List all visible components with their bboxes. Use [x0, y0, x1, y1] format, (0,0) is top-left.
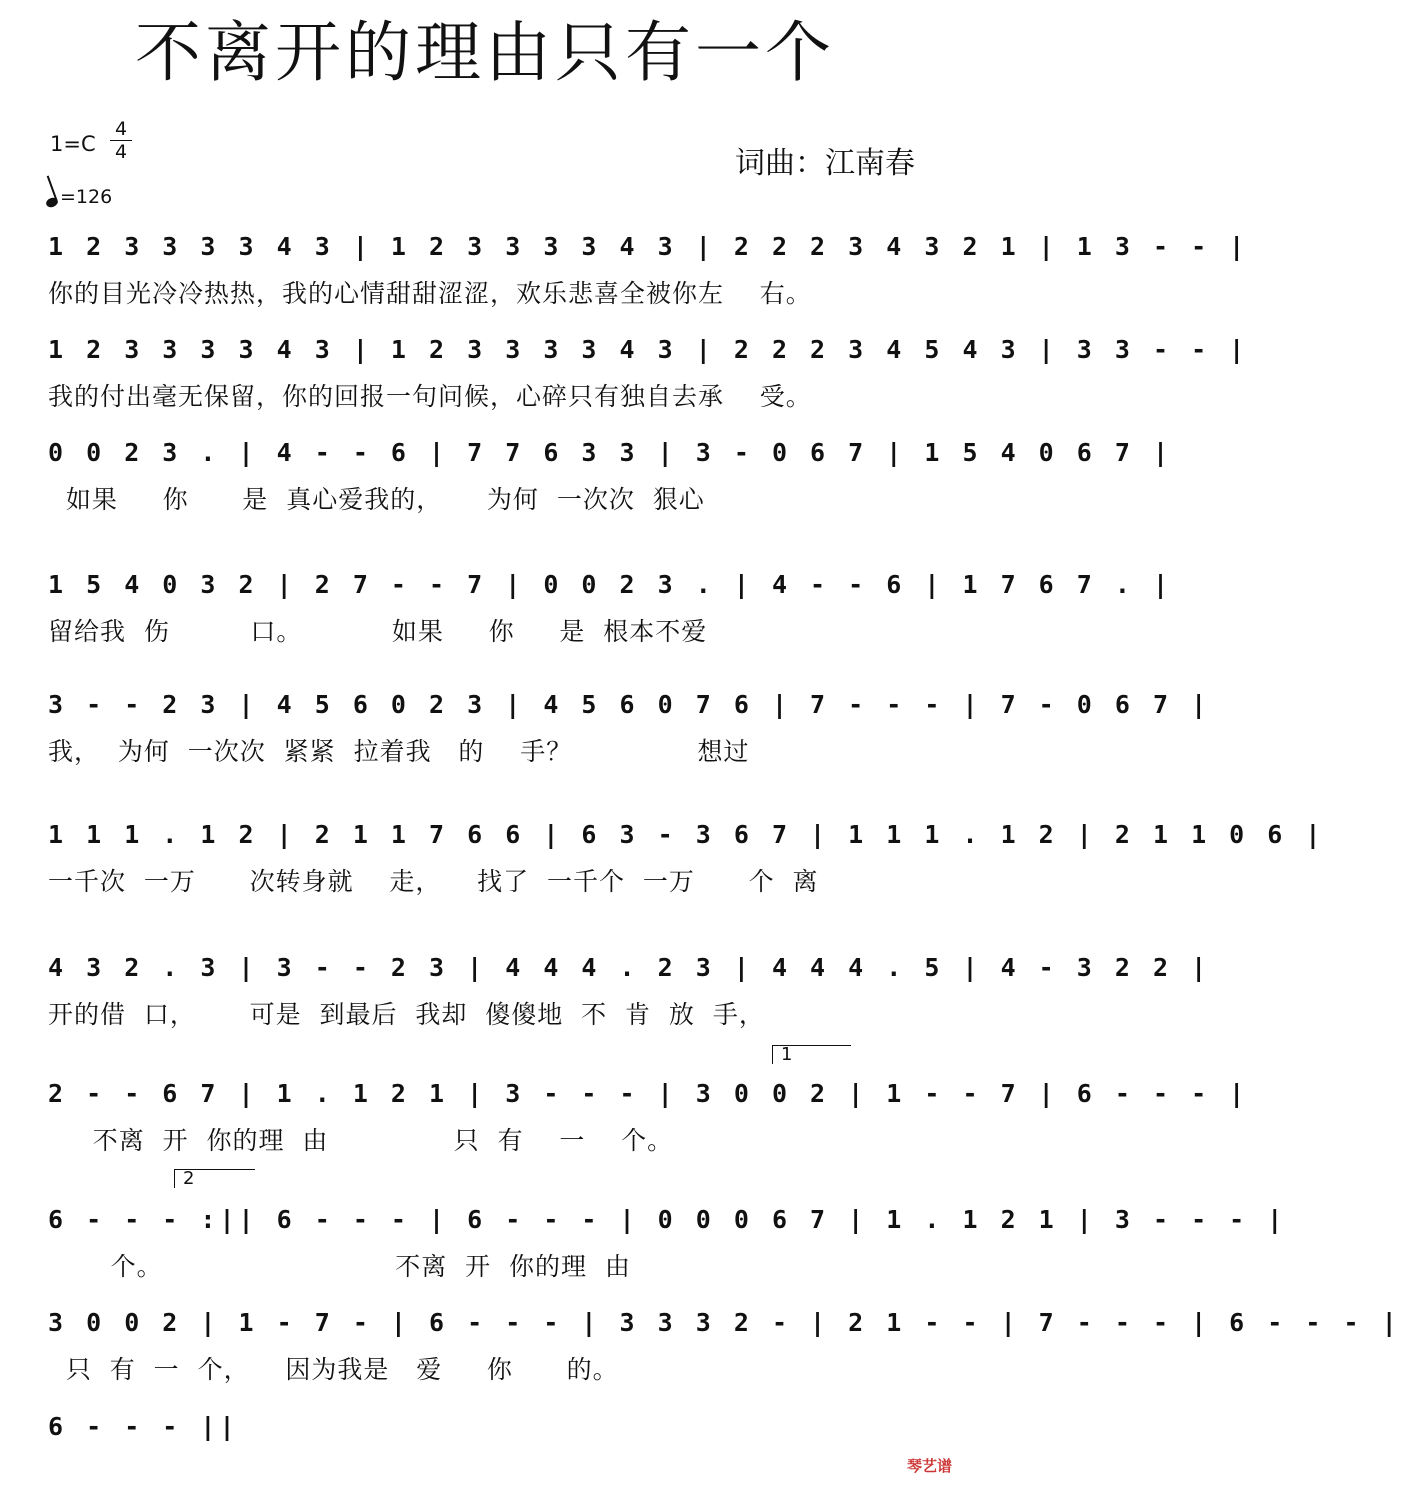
notation: 1 2 3 3 3 3 4 3 | 1 2 3 3 3 3 4 3 | 2 2 2 3 4 5 4 3 | 3 3 - - | [48, 335, 1249, 364]
notation: 0 0 2 3 . | 4 - - 6 | 7 7 6 3 3 | 3 - 0 6 7 | 1 5 4 0 6 7 | [48, 438, 1173, 467]
notation: 1 5 4 0 3 2 | 2 7 - - 7 | 0 0 2 3 . | 4 - - 6 | 1 7 6 7 . | [48, 570, 1173, 599]
time-signature [110, 118, 132, 163]
composer-credit: 词曲：江南春 [735, 146, 915, 181]
lyric-line: 一千次 一万 次转身就 走， 找了 一千个 一万 个 离 [48, 867, 819, 896]
first-ending: 1 [772, 1045, 851, 1064]
notation: 4 3 2 . 3 | 3 - - 2 3 | 4 4 4 . 2 3 | 4 4 4 . 5 | 4 - 3 2 2 | [48, 953, 1211, 982]
lyric-line: 开的借 口， 可是 到最后 我却 傻傻地 不 肯 放 手， [48, 1000, 765, 1029]
notation: 2 - - 6 7 | 1 . 1 2 1 | 3 - - - | 3 0 0 2 | 1 - - 7 | 6 - - - | [48, 1079, 1249, 1108]
quarter-note-icon [45, 196, 59, 209]
lyric-line: 你的目光冷冷热热，我的心情甜甜涩涩，欢乐悲喜全被你左 右。 [48, 279, 812, 308]
watermark-logo: 琴艺谱 [906, 1457, 952, 1475]
second-ending: 2 [174, 1169, 255, 1188]
lyric-line: 留给我 伤 口。 如果 你 是 根本不爱 [48, 617, 708, 646]
notation: 6 - - - || [48, 1412, 239, 1441]
notation: 1 1 1 . 1 2 | 2 1 1 7 6 6 | 6 3 - 3 6 7 | 1 1 1 . 1 2 | 2 1 1 0 6 | [48, 820, 1325, 849]
time-numerator: 4 [110, 118, 132, 141]
notation: 1 2 3 3 3 3 4 3 | 1 2 3 3 3 3 4 3 | 2 2 2 3 4 3 2 1 | 1 3 - - | [48, 232, 1249, 261]
lyric-line: 不离 开 你的理 由 只 有 一 个。 [48, 1126, 674, 1155]
song-title: 不离开的理由只有一个 [135, 14, 835, 91]
tempo-value: =126 [60, 186, 113, 208]
key-signature: 1=C [50, 132, 96, 156]
lyric-line: 如果 你 是 真心爱我的， 为何 一次次 狠心 [48, 485, 705, 514]
lyric-line: 只 有 一 个， 因为我是 爱 你 的。 [48, 1355, 619, 1384]
notation: 6 - - - :|| 6 - - - | 6 - - - | 0 0 0 6 7 | 1 . 1 2 1 | 3 - - - | [48, 1205, 1287, 1234]
notation: 3 - - 2 3 | 4 5 6 0 2 3 | 4 5 6 0 7 6 | 7 - - - | 7 - 0 6 7 | [48, 690, 1211, 719]
tempo-mark [46, 186, 112, 208]
lyric-line: 我， 为何 一次次 紧紧 拉着我 的 手？ 想过 [48, 737, 750, 766]
notation: 3 0 0 2 | 1 - 7 - | 6 - - - | 3 3 3 2 - | 2 1 - - | 7 - - - | 6 - - - | [48, 1308, 1401, 1337]
lyric-line: 个。 不离 开 你的理 由 [48, 1252, 631, 1281]
lyric-line: 我的付出毫无保留，你的回报一句问候，心碎只有独自去承 受。 [48, 382, 812, 411]
time-denominator: 4 [114, 141, 128, 163]
